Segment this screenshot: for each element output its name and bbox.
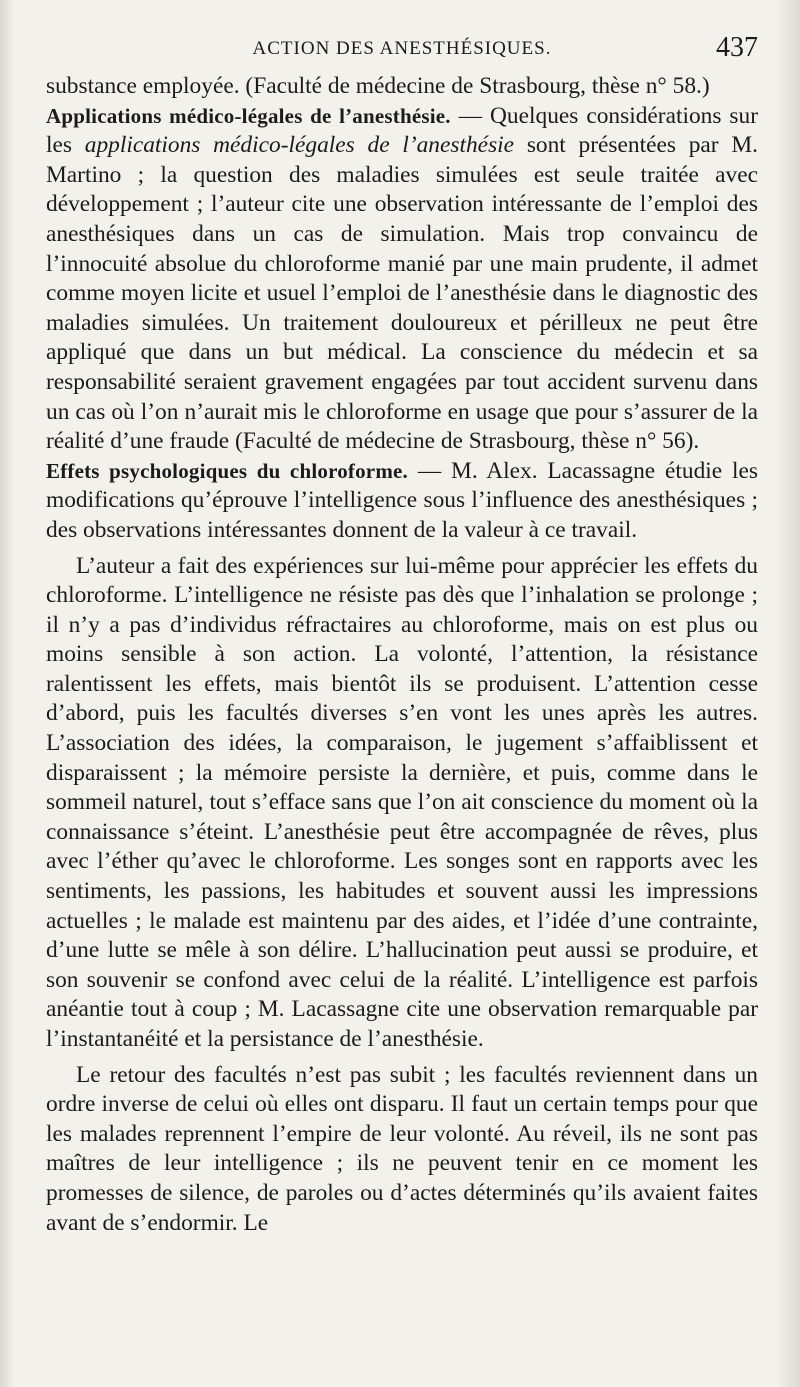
running-header bbox=[46, 32, 758, 72]
paragraph-text: Le retour des facultés n’est pas subit ; les facultés reviennent dans un ordre inverse de celui où elles ont disparu. Il faut un certain temps pour que les malades reprennent l’empire de leur volonté. Au réveil, ils ne sont pas maîtres de leur intelligence ; ils ne peuvent tenir en ce moment les promesses de silence, de paroles ou d’actes déterminés qu’ils avaient faites avant de s’endormir. Le bbox=[46, 1061, 758, 1236]
paragraph-text: sont présentées par M. Martino ; la question des maladies simulées est seule traitée avec développement ; l’auteur cite une observation intéressante de l’emploi des anesthésiques dans un cas de simulation. Mais trop convaincu de l’innocuité absolue du chloroforme manié par une main prudente, il admet comme moyen licite et usuel l’emploi de l’anesthésie dans le diagnostic des maladies simulées. Un traitement douloureux et périlleux ne peut être appliqué que dans un but médical. La conscience du médecin et sa responsabilité seraient gravement engagées par tout accident survenu dans un cas où l’on n’aurait mis le chloroforme en usage que pour s’assurer de la réalité d’une fraude (Faculté de médecine de Strasbourg, thèse n° 56). bbox=[46, 132, 758, 455]
section-heading-medicolegal: Applications médico-légales de l’anesthésie. bbox=[46, 103, 451, 128]
italic-term: applications médico-légales de l’anesthésie bbox=[84, 132, 515, 159]
page-number: 437 bbox=[716, 32, 758, 63]
paragraph-text: L’auteur a fait des expériences sur lui-même pour apprécier les effets du chloroforme. L’intelligence ne résiste pas dès que l’inhalation se prolonge ; il n’y a pas d’individus réfractaires au chloroforme, mais on est plus ou moins sensible à son action. La volonté, l’attention, la résistance ralentissent les effets, mais bientôt ils se produisent. L’attention cesse d’abord, puis les facultés diverses s’en vont les unes après les autres. L’association des idées, la comparaison, le jugement s’affaiblissent et disparaissent ; la mémoire persiste la dernière, et puis, comme dans le sommeil naturel, tout s’efface sans que l’on ait conscience du moment où la connaissance s’éteint. L’anesthésie peut être accompagnée de rêves, plus avec l’éther qu’avec le chloroforme. Les songes sont en rapports avec les sentiments, les passions, les habitudes et souvent aussi les impressions actuelles ; le malade est maintenu par des aides, et l’idée d’une contrainte, d’une lutte se mêle à son délire. L’hallucination peut aussi se produire, et son souvenir se confond avec celui de la réalité. L’intelligence est parfois anéantie tout à coup ; M. Lacassagne cite une observation remarquable par l’instantanéité et la persistance de l’anesthésie. bbox=[46, 552, 758, 1052]
paragraph-medicolegal bbox=[46, 102, 758, 457]
page-edge-shadow-left bbox=[0, 0, 14, 1387]
body-text bbox=[46, 72, 758, 1238]
paragraph-text: — Quelques considérations sur les bbox=[46, 102, 758, 159]
paragraph-text: — M. Alex. Lacassagne étudie les modifications qu’éprouve l’intelligence sous l’influence des anesthésiques ; des observations intéressantes donnent de la valeur à ce travail. bbox=[46, 457, 758, 543]
paragraph-continuation bbox=[46, 72, 758, 102]
paragraph-psychological bbox=[46, 457, 758, 546]
section-heading-psychological: Effets psychologiques du chloroforme. bbox=[46, 458, 408, 483]
paragraph-recovery bbox=[46, 1061, 758, 1239]
page-edge-shadow-right bbox=[776, 0, 800, 1387]
running-title: ACTION DES ANESTHÉSIQUES. bbox=[252, 38, 552, 59]
paragraph-text: substance employée. (Faculté de médecine de Strasbourg, thèse n° 58.) bbox=[46, 73, 710, 99]
paragraph-experiments bbox=[46, 552, 758, 1055]
